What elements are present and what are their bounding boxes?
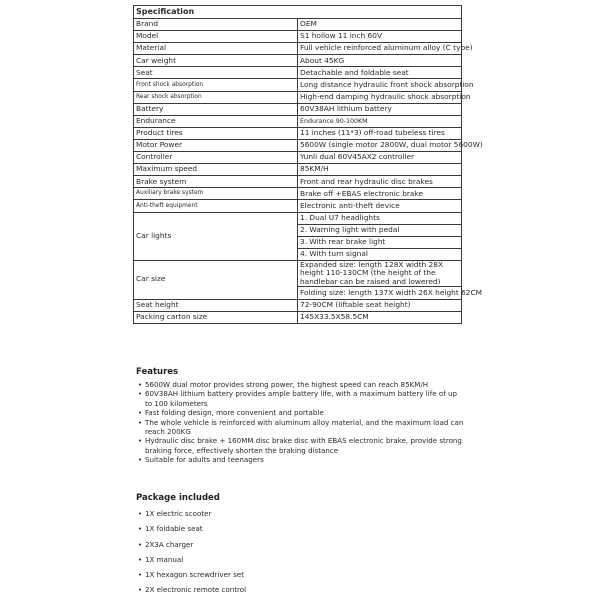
car-lights-label: Car lights [134,212,298,260]
spec-value: 72-90CM (liftable seat height) [298,299,462,311]
spec-label: Rear shock absorption [134,91,298,103]
car-size-folding: Folding size: length 137X width 26X height 62CM [298,287,462,299]
feature-item: • 60V38AH lithium battery provides ample battery life, with a maximum battery life of up to 100 kilometers [136,389,464,408]
spec-row [134,127,462,139]
spec-row [134,31,462,43]
features-list [136,380,464,465]
feature-item: • 5600W dual motor provides strong power, the highest speed can reach 85KM/H [136,380,464,389]
spec-label: Maximum speed [134,164,298,176]
spec-value: 85KM/H [298,164,462,176]
package-item: • 2X3A charger [136,537,464,552]
spec-label: Motor Power [134,139,298,151]
spec-value: S1 hollow 11 inch 60V [298,31,462,43]
spec-value: 145X33.5X58.5CM [298,311,462,323]
spec-label: Battery [134,103,298,115]
spec-value: Electronic anti-theft device [298,200,462,212]
car-lights-item: 2. Warning light with pedal [298,224,462,236]
spec-label: Car weight [134,55,298,67]
spec-label: Brand [134,19,298,31]
spec-value: Detachable and foldable seat [298,67,462,79]
spec-label: Packing carton size [134,311,298,323]
spec-value: Brake off +EBAS electronic brake [298,188,462,200]
package-item: • 1X electric scooter [136,506,464,521]
feature-item: • Fast folding design, more convenient and portable [136,408,464,417]
spec-row [134,139,462,151]
spec-label: Anti-theft equipment [134,200,298,212]
spec-value: Long distance hydraulic front shock absorption [298,79,462,91]
spec-label: Endurance [134,115,298,127]
spec-value: OEM [298,19,462,31]
spec-label: Auxiliary brake system [134,188,298,200]
spec-value: High-end damping hydraulic shock absorption [298,91,462,103]
spec-row [134,200,462,212]
specification-table [133,5,483,324]
spec-row [134,311,462,323]
spec-row-car-lights [134,212,462,224]
spec-value: 60V38AH lithium battery [298,103,462,115]
spec-value: Front and rear hydraulic disc brakes [298,176,462,188]
package-item: • 1X hexagon screwdriver set [136,567,464,582]
spec-row [134,67,462,79]
spec-value: About 45KG [298,55,462,67]
spec-row [134,164,462,176]
package-heading: Package included [136,493,220,503]
spec-value: Endurance 90-100KM [298,115,462,127]
spec-label: Product tires [134,127,298,139]
spec-title-row [134,6,462,19]
spec-value: 5600W (single motor 2800W, dual motor 5600W) [298,139,462,151]
car-lights-item: 1. Dual U7 headlights [298,212,462,224]
spec-label: Brake system [134,176,298,188]
spec-row [134,79,462,91]
feature-item: • Suitable for adults and teenagers [136,455,464,464]
car-size-expanded: Expanded size: length 128X width 28X height 110-130CM (the height of the handlebar can be raised and lowered) [298,260,462,287]
spec-label: Controller [134,152,298,164]
spec-sheet [133,5,483,324]
spec-row [134,299,462,311]
spec-label: Model [134,31,298,43]
car-lights-item: 4. With turn signal [298,248,462,260]
spec-value: Yunli dual 60V45AX2 controller [298,152,462,164]
car-lights-item: 3. With rear brake light [298,236,462,248]
spec-row-car-size [134,260,462,287]
package-item: • 1X foldable seat [136,521,464,536]
spec-label: Seat height [134,299,298,311]
spec-value: Full vehicle reinforced aluminum alloy (C type) [298,43,462,55]
spec-row [134,103,462,115]
spec-row [134,55,462,67]
spec-label: Front shock absorption [134,79,298,91]
spec-row [134,91,462,103]
spec-row [134,176,462,188]
spec-label: Material [134,43,298,55]
spec-value: 11 inches (11*3) off-road tubeless tires [298,127,462,139]
car-size-label: Car size [134,260,298,299]
spec-row [134,152,462,164]
features-section [136,367,464,465]
package-item: • 1X manual [136,552,464,567]
feature-item: • The whole vehicle is reinforced with aluminum alloy material, and the maximum load can reach 200KG [136,418,464,437]
spec-row [134,43,462,55]
package-list [136,506,464,598]
features-heading: Features [136,367,179,377]
spec-label: Seat [134,67,298,79]
spec-row [134,188,462,200]
spec-row [134,19,462,31]
spec-title: Specification [134,6,462,19]
package-item: • 2X electronic remote control [136,582,464,597]
spec-row [134,115,462,127]
package-section [136,493,464,598]
feature-item: • Hydraulic disc brake + 160MM disc brake disc with EBAS electronic brake, provide strong braking force, effectively shorten the braking distance [136,436,464,455]
